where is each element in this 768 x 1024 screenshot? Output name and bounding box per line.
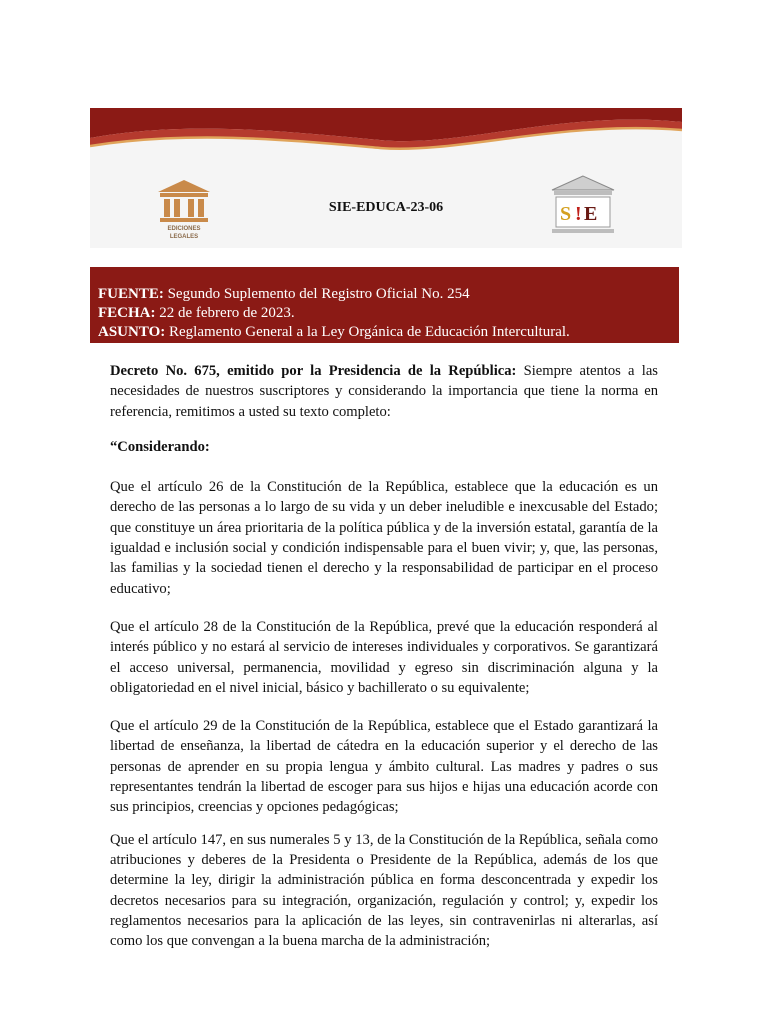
fuente-label: FUENTE: bbox=[98, 286, 164, 302]
source-box bbox=[90, 267, 679, 343]
svg-text:S: S bbox=[560, 203, 572, 225]
paragraph-art-28: Que el artículo 28 de la Constitución de la República, prevé que la educación responderá al interés público y no estará al servicio de intereses individuales y corporativos. Se garantizará el acceso universal, permanencia, movilidad y egreso sin discriminación alguna y la obligatoriedad en el nivel inicial, básico y bachillerato o su equivalente; bbox=[110, 618, 658, 696]
sie-logo bbox=[548, 174, 618, 236]
svg-text:EDICIONES: EDICIONES bbox=[167, 226, 201, 232]
paragraph-art-147: Que el artículo 147, en sus numerales 5 y 13, de la Constitución de la República, señala como atribuciones y deberes de la Presidenta o Presidente de la República, además de los que determine la ley, dirigir la administración pública en forma desconcentrada y expedir los decretos necesarios para su integración, organización, regulación y control; y, expedir los reglamentos necesarios para la aplicación de las leyes, sin contravenirlas ni alterarlas, así como los que convengan a la buena marcha de la administración; bbox=[110, 831, 658, 950]
fecha-line bbox=[98, 304, 671, 323]
svg-text:E: E bbox=[584, 203, 598, 225]
paragraph-art-29: Que el artículo 29 de la Constitución de la República, establece que el Estado garantizará la libertad de enseñanza, la libertad de cátedra en la educación superior y el derecho de las personas de aprender en su propia lengua y ámbito cultural. Las madres y padres o sus representantes tendrán la libertad de escoger para sus hijos e hijas una educación acorde con sus principios, creencias y opciones pedagógicas; bbox=[110, 718, 658, 816]
fuente-line bbox=[98, 285, 671, 304]
svg-text:LEGALES: LEGALES bbox=[169, 234, 199, 240]
asunto-line bbox=[98, 323, 671, 342]
svg-text:!: ! bbox=[575, 203, 582, 225]
fecha-label: FECHA: bbox=[98, 305, 156, 321]
fecha-value: 22 de febrero de 2023. bbox=[159, 305, 295, 321]
paragraph-art-26: Que el artículo 26 de la Constitución de la República, establece que la educación es un derecho de las personas a lo largo de su vida y un deber ineludible e inexcusable del Estado; que constituye un área prioritaria de la política pública y de la inversión estatal, garantía de la igualdad e inclusión social y condición indispensable para el buen vivir; y, que, las personas, las familias y la sociedad tienen el derecho y la responsabilidad de participar en el proceso educativo; bbox=[110, 479, 658, 597]
asunto-label: ASUNTO: bbox=[98, 324, 166, 340]
fuente-value: Segundo Suplemento del Registro Oficial No. 254 bbox=[167, 286, 470, 302]
considerando-heading: “Considerando: bbox=[110, 438, 210, 455]
document-body bbox=[110, 361, 658, 951]
intro-paragraph bbox=[110, 361, 658, 422]
intro-text: Siempre atentos a las necesidades de nuestros suscriptores y considerando la importancia que tiene la norma en referencia, remitimos a usted su texto completo: bbox=[110, 363, 658, 420]
document-code: SIE-EDUCA-23-06 bbox=[328, 200, 444, 215]
intro-bold: Decreto No. 675, emitido por la Presidencia de la República: bbox=[110, 363, 517, 379]
asunto-value: Reglamento General a la Ley Orgánica de Educación Intercultural. bbox=[169, 324, 570, 340]
document-header bbox=[90, 108, 682, 248]
